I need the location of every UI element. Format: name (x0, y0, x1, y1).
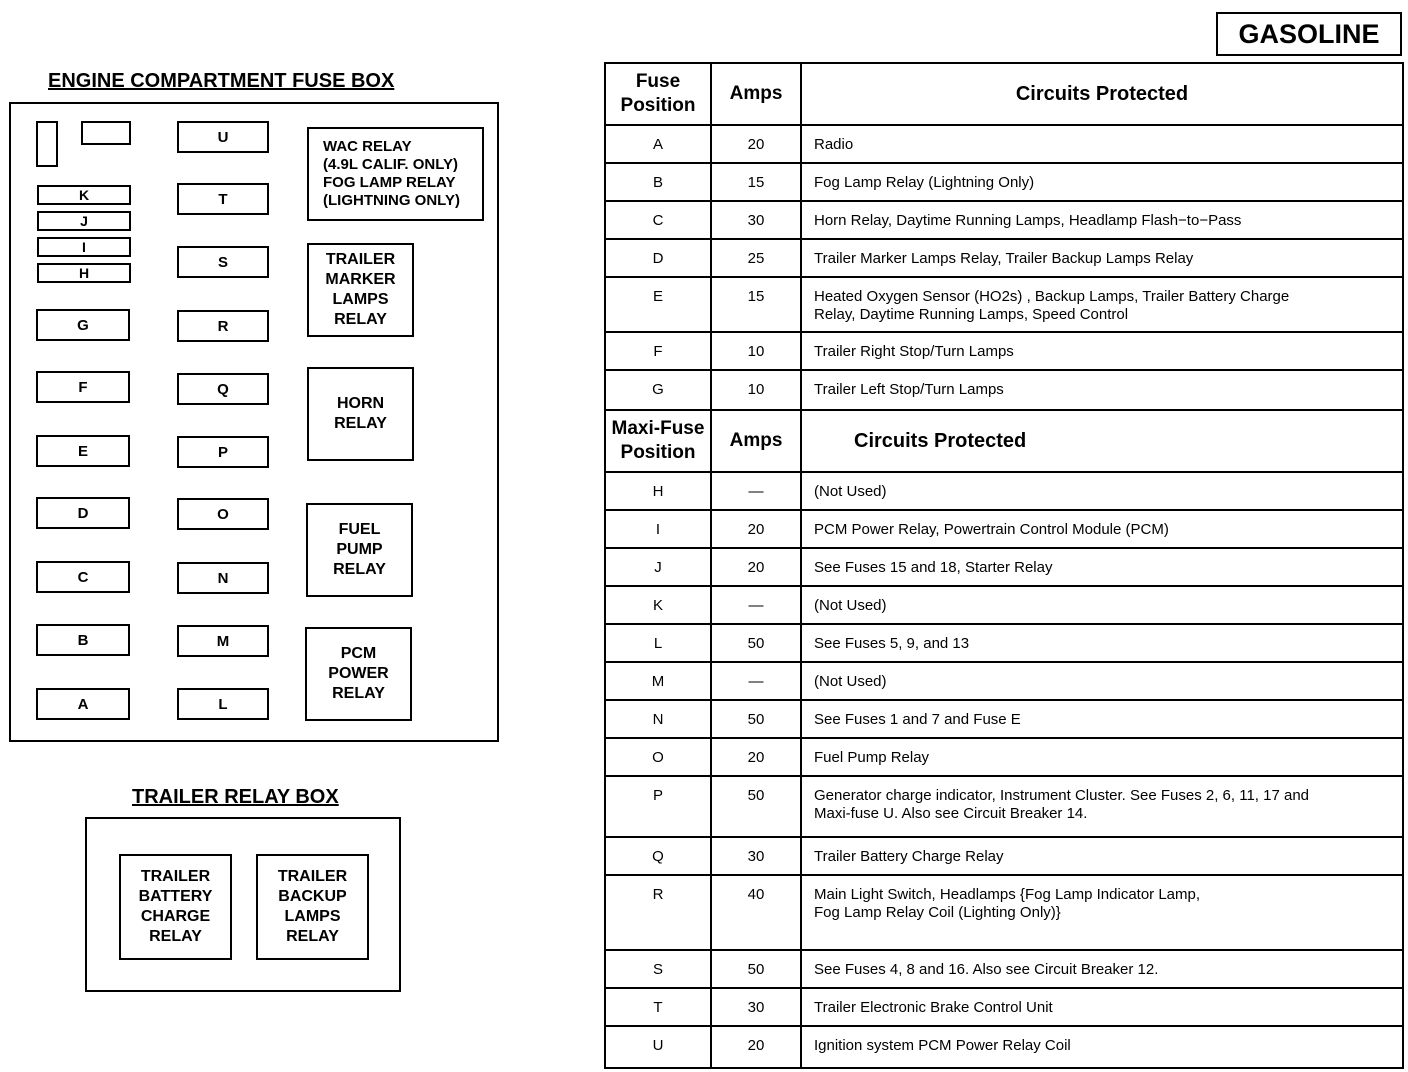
maxi-fuse-r: R (177, 310, 269, 342)
pcm-power-relay (305, 627, 412, 721)
relay-label: HORN (336, 395, 385, 412)
fuse-circuits: Heated Oxygen Sensor (HO2s) , Backup Lamps, Trailer Battery Charge Relay, Daytime Running Lamps, Speed Control (801, 277, 1403, 332)
table-row (605, 548, 1403, 586)
maxi-circuits: Fuel Pump Relay (801, 738, 1403, 776)
relay-label: RELAY (334, 311, 387, 328)
trailer-backup-lamps-relay (256, 854, 369, 960)
fuse-circuits: Horn Relay, Daytime Running Lamps, Headlamp Flash−to−Pass (801, 201, 1403, 239)
maxi-fuse-j: J (37, 211, 131, 231)
fuse-amps: 15 (711, 163, 801, 201)
maxi-circuits: Generator charge indicator, Instrument Cluster. See Fuses 2, 6, 11, 17 and Maxi-fuse U. Also see Circuit Breaker 14. (801, 776, 1403, 837)
maxi-amps: 30 (711, 988, 801, 1026)
table-row (605, 950, 1403, 988)
maxi-circuits: Main Light Switch, Headlamps {Fog Lamp Indicator Lamp, Fog Lamp Relay Coil (Lighting Only)} (801, 875, 1403, 950)
column-header-maxi-position: Maxi-Fuse Position (605, 410, 711, 472)
relay-label: RELAY (149, 928, 202, 945)
maxi-circuits: See Fuses 5, 9, and 13 (801, 624, 1403, 662)
relay-label: MARKER (325, 271, 396, 288)
maxi-position: U (605, 1026, 711, 1068)
table-row (605, 624, 1403, 662)
fuse-position: F (605, 332, 711, 370)
fuse-d: D (36, 497, 130, 529)
fuse-e: E (36, 435, 130, 467)
relay-label: FOG LAMP RELAY (323, 174, 456, 191)
gasoline-badge: GASOLINE (1216, 12, 1402, 56)
maxi-circuits: Trailer Electronic Brake Control Unit (801, 988, 1403, 1026)
relay-label: (LIGHTNING ONLY) (323, 192, 460, 209)
maxi-amps: 20 (711, 1026, 801, 1068)
relay-label: FUEL (338, 521, 381, 538)
maxi-amps: 30 (711, 837, 801, 875)
horn-relay (307, 367, 414, 461)
relay-label: LAMPS (284, 908, 341, 925)
maxi-circuits: See Fuses 15 and 18, Starter Relay (801, 548, 1403, 586)
engine-fuse-box-title: ENGINE COMPARTMENT FUSE BOX (48, 70, 395, 92)
maxi-amps: 50 (711, 700, 801, 738)
fuse-circuits: Trailer Marker Lamps Relay, Trailer Backup Lamps Relay (801, 239, 1403, 277)
relay-label: TRAILER (277, 868, 348, 885)
fuse-amps: 10 (711, 370, 801, 410)
maxi-fuse-u: U (177, 121, 269, 153)
fuse-g: G (36, 309, 130, 341)
table-row (605, 510, 1403, 548)
maxi-amps: 20 (711, 510, 801, 548)
maxi-fuse-m: M (177, 625, 269, 657)
maxi-position: S (605, 950, 711, 988)
table-row (605, 125, 1403, 163)
table-row (605, 201, 1403, 239)
maxi-fuse-q: Q (177, 373, 269, 405)
maxi-circuits: (Not Used) (801, 472, 1403, 510)
relay-label: WAC RELAY (323, 138, 412, 155)
relay-label: (4.9L CALIF. ONLY) (323, 156, 459, 173)
relay-label: TRAILER (140, 868, 211, 885)
fuse-table (604, 62, 1404, 1069)
maxi-circuits: (Not Used) (801, 662, 1403, 700)
table-row (605, 662, 1403, 700)
maxi-position: K (605, 586, 711, 624)
maxi-amps: 20 (711, 738, 801, 776)
relay-label: PCM (340, 645, 377, 662)
relay-label: RELAY (332, 685, 385, 702)
maxi-position: P (605, 776, 711, 837)
fuse-position: E (605, 277, 711, 332)
maxi-position: M (605, 662, 711, 700)
relay-label: RELAY (286, 928, 339, 945)
maxi-position: H (605, 472, 711, 510)
fuse-amps: 10 (711, 332, 801, 370)
relay-label: BACKUP (278, 888, 347, 905)
fuel-pump-relay (306, 503, 413, 597)
maxi-fuse-n: N (177, 562, 269, 594)
maxi-amps: 50 (711, 624, 801, 662)
table-row (605, 988, 1403, 1026)
maxi-circuits: Ignition system PCM Power Relay Coil (801, 1026, 1403, 1068)
maxi-amps: 40 (711, 875, 801, 950)
fuse-amps: 25 (711, 239, 801, 277)
trailer-battery-charge-relay (119, 854, 232, 960)
table-row (605, 875, 1403, 950)
maxi-position: J (605, 548, 711, 586)
maxi-amps: 50 (711, 950, 801, 988)
maxi-amps: — (711, 586, 801, 624)
maxi-position: Q (605, 837, 711, 875)
maxi-amps: 20 (711, 548, 801, 586)
table-row (605, 370, 1403, 410)
spare-fuse-slot (81, 121, 131, 145)
maxi-fuse-l: L (177, 688, 269, 720)
maxi-position: L (605, 624, 711, 662)
maxi-circuits: See Fuses 1 and 7 and Fuse E (801, 700, 1403, 738)
trailer-relay-box-title: TRAILER RELAY BOX (132, 786, 339, 808)
fuse-position: A (605, 125, 711, 163)
table-row (605, 332, 1403, 370)
table-row (605, 277, 1403, 332)
fuse-amps: 15 (711, 277, 801, 332)
fuse-circuits: Radio (801, 125, 1403, 163)
table-row (605, 738, 1403, 776)
relay-label: PUMP (336, 541, 383, 558)
maxi-fuse-p: P (177, 436, 269, 468)
column-header-position: Fuse Position (605, 63, 711, 125)
relay-label: TRAILER (325, 251, 396, 268)
relay-label: LAMPS (332, 291, 389, 308)
maxi-circuits: (Not Used) (801, 586, 1403, 624)
fuse-position: D (605, 239, 711, 277)
fuse-f: F (36, 371, 130, 403)
fuse-a: A (36, 688, 130, 720)
table-row (605, 837, 1403, 875)
maxi-circuits: Trailer Battery Charge Relay (801, 837, 1403, 875)
fuse-circuits: Fog Lamp Relay (Lightning Only) (801, 163, 1403, 201)
maxi-fuse-k: K (37, 185, 131, 205)
maxi-position: T (605, 988, 711, 1026)
maxi-amps: — (711, 662, 801, 700)
fuse-circuits: Trailer Left Stop/Turn Lamps (801, 370, 1403, 410)
maxi-position: R (605, 875, 711, 950)
table-row (605, 586, 1403, 624)
table-row (605, 472, 1403, 510)
fuse-b: B (36, 624, 130, 656)
fuse-amps: 30 (711, 201, 801, 239)
maxi-position: I (605, 510, 711, 548)
table-row (605, 239, 1403, 277)
column-header-amps: Amps (711, 410, 801, 472)
table-row (605, 700, 1403, 738)
maxi-table-header (605, 410, 1403, 472)
fuse-table-header (605, 63, 1403, 125)
maxi-amps: — (711, 472, 801, 510)
column-header-circuits: Circuits Protected (801, 63, 1403, 125)
table-row (605, 1026, 1403, 1068)
maxi-fuse-h: H (37, 263, 131, 283)
column-header-amps: Amps (711, 63, 801, 125)
relay-label: BATTERY (138, 888, 213, 905)
maxi-position: O (605, 738, 711, 776)
spare-fuse-slot (36, 121, 58, 167)
relay-label: RELAY (334, 415, 387, 432)
table-row (605, 776, 1403, 837)
fuse-c: C (36, 561, 130, 593)
maxi-position: N (605, 700, 711, 738)
fuse-circuits: Trailer Right Stop/Turn Lamps (801, 332, 1403, 370)
maxi-fuse-s: S (177, 246, 269, 278)
fuse-position: G (605, 370, 711, 410)
fuse-position: B (605, 163, 711, 201)
fuse-amps: 20 (711, 125, 801, 163)
relay-label: RELAY (333, 561, 386, 578)
relay-label: POWER (328, 665, 389, 682)
maxi-amps: 50 (711, 776, 801, 837)
wac-fog-lamp-relay (307, 127, 484, 221)
column-header-circuits: Circuits Protected (801, 410, 1403, 472)
trailer-marker-lamps-relay (307, 243, 414, 337)
maxi-fuse-o: O (177, 498, 269, 530)
maxi-fuse-t: T (177, 183, 269, 215)
table-row (605, 163, 1403, 201)
maxi-fuse-i: I (37, 237, 131, 257)
fuse-position: C (605, 201, 711, 239)
relay-label: CHARGE (140, 908, 211, 925)
maxi-circuits: PCM Power Relay, Powertrain Control Module (PCM) (801, 510, 1403, 548)
maxi-circuits: See Fuses 4, 8 and 16. Also see Circuit Breaker 12. (801, 950, 1403, 988)
